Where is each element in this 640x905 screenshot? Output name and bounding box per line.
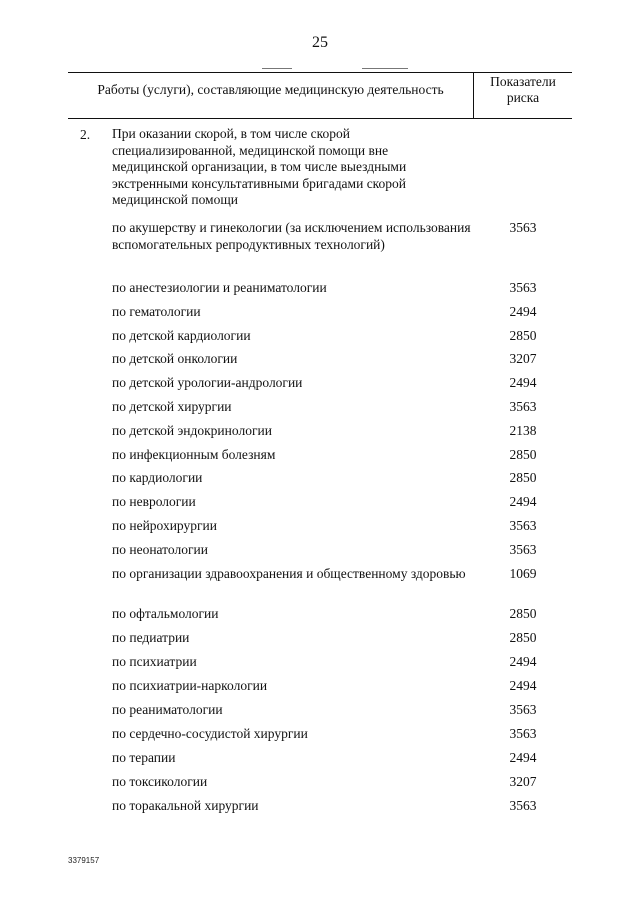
table-row-label: по анестезиологии и реаниматологии [112,280,327,295]
table-row-label: по акушерству и гинекологии (за исключением использования вспомогательных репродуктивных технологий) [112,220,471,252]
table-row-label: по детской урологии-андрологии [112,375,303,390]
table-row-value: 2494 [509,375,537,390]
table-row-value: 2494 [509,750,537,765]
document-id: 3379157 [68,856,100,865]
table-row-label: по неврологии [112,494,196,509]
table-row-value: 3563 [509,280,537,295]
section-number: 2. [80,127,91,142]
table-header-risk-indicators: Показатели риска [490,74,556,105]
table-row-label: по инфекционным болезням [112,447,276,462]
table-row-value: 2494 [509,678,537,693]
table-row-value: 3563 [509,702,537,717]
table-row-value: 2494 [509,304,537,319]
table-row-value: 2850 [509,606,537,621]
table-row-value: 2850 [509,470,537,485]
table-row-value: 3563 [509,518,537,533]
table-row-label: по гематологии [112,304,201,319]
table-row-value: 2850 [509,328,537,343]
table-row-label: по торакальной хирургии [112,798,259,813]
table-row-value: 3563 [509,399,537,414]
table-row-label: по детской эндокринологии [112,423,272,438]
table-row-label: по терапии [112,750,176,765]
table-row-label: по реаниматологии [112,702,223,717]
table-row-value: 3563 [509,726,537,741]
table-row-label: по детской онкологии [112,351,238,366]
table-row-value: 2494 [509,654,537,669]
table-row-value: 2138 [509,423,537,438]
table-header-services: Работы (услуги), составляющие медицинскую деятельность [97,82,444,97]
table-row-value: 3563 [509,220,537,235]
table-row-label: по офтальмологии [112,606,219,621]
table-row-label: по нейрохирургии [112,518,217,533]
table-row-label: по неонатологии [112,542,208,557]
table-row-value: 3563 [509,798,537,813]
table-row-label: по педиатрии [112,630,190,645]
table-row-label: по психиатрии [112,654,197,669]
table-row-label: по психиатрии-наркологии [112,678,268,693]
table-row-value: 2850 [509,630,537,645]
table-row-label: по токсикологии [112,774,208,789]
table-row-label: по кардиологии [112,470,203,485]
section-title: При оказании скорой, в том числе скорой специализированной, медицинской помощи вне медицинской организации, в том числе выездными экстренными консультативными бригадами скорой медицинской помощи [112,126,407,207]
table-row-value: 1069 [509,566,537,581]
table-row-label: по детской кардиологии [112,328,251,343]
table-row-label: по сердечно-сосудистой хирургии [112,726,308,741]
table-row-label: по детской хирургии [112,399,232,414]
table-row-value: 2494 [509,494,537,509]
table-row-label: по организации здравоохранения и общественному здоровью [112,566,466,581]
table-row-value: 3207 [509,774,537,789]
table-row-value: 3207 [509,351,537,366]
table-row-value: 2850 [509,447,537,462]
page-number: 25 [312,34,328,51]
table-row-value: 3563 [509,542,537,557]
